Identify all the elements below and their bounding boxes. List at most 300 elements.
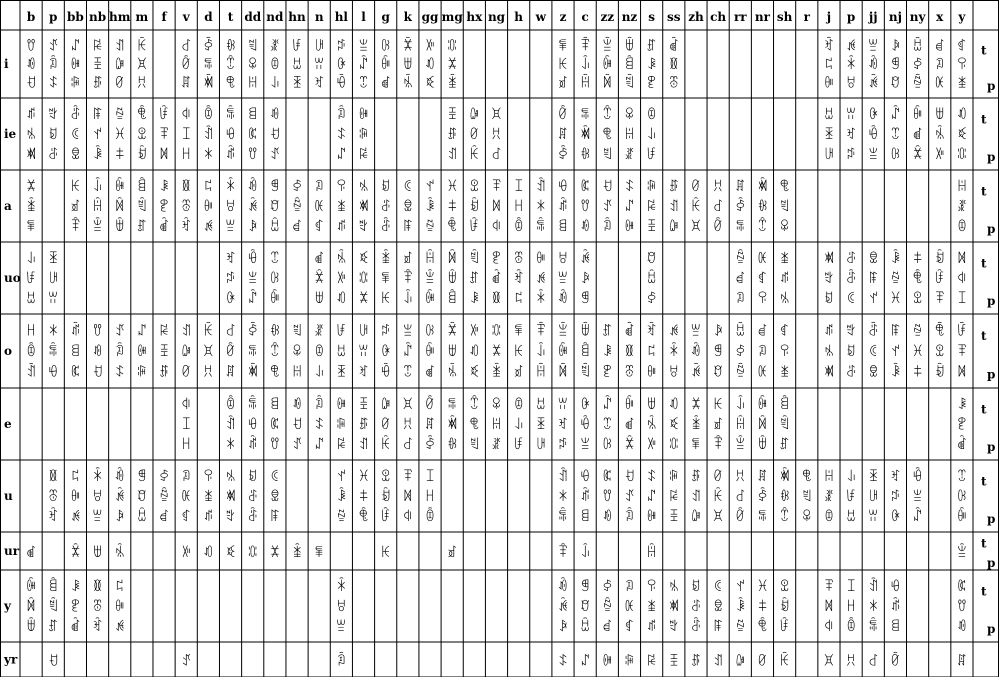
syllable-glyph: ꁯ xyxy=(336,39,347,55)
syllable-glyph: ꀢ xyxy=(114,345,125,360)
syllable-glyph: ꁓ xyxy=(690,654,702,670)
syllable-glyph: ꁐ xyxy=(735,490,746,505)
syllable-glyph: ꀛ xyxy=(557,108,569,123)
consonant-header: ch xyxy=(710,10,727,24)
syllable-glyph: ꀸ xyxy=(735,272,746,287)
syllable-glyph: ꁫ xyxy=(668,620,679,635)
syllable-glyph: ꁢ xyxy=(48,600,59,615)
syllable-glyph: ꀭ xyxy=(580,58,591,73)
syllable-glyph: ꀨ xyxy=(92,58,103,73)
syllable-glyph: ꁉ xyxy=(26,220,37,235)
syllable-glyph: ꁤ xyxy=(358,272,369,287)
syllable-glyph: ꁻ xyxy=(956,345,967,360)
syllable-glyph: ꀴ xyxy=(956,398,967,413)
syllable-glyph: ꀶ xyxy=(956,438,967,453)
syllable-glyph: ꀚ xyxy=(757,365,768,381)
syllable-glyph: ꁴ xyxy=(646,490,657,505)
syllable-glyph: ꀗ xyxy=(779,654,790,670)
syllable-glyph: ꀐ xyxy=(114,470,125,485)
syllable-glyph: ꀇ xyxy=(247,128,258,143)
syllable-glyph: ꁊ xyxy=(823,58,835,73)
syllable-glyph: ꀻ xyxy=(469,324,480,340)
syllable-glyph: ꁛ xyxy=(868,76,879,92)
syllable-glyph: ꁅ xyxy=(890,58,901,73)
syllable-glyph: ꁳ xyxy=(890,108,901,123)
syllable-glyph: ꁼ xyxy=(912,365,923,381)
syllable-glyph: ꁣ xyxy=(291,324,303,340)
syllable-glyph: ꀀ xyxy=(291,418,303,433)
syllable-glyph: ꀴ xyxy=(70,580,81,595)
syllable-glyph: ꀶ xyxy=(70,620,81,635)
consonant-header: h xyxy=(514,10,524,24)
syllable-glyph: ꀤ xyxy=(846,580,857,595)
syllable-glyph: ꁡ xyxy=(225,220,236,235)
syllable-glyph: ꀺ xyxy=(890,580,901,595)
syllable-glyph: ꀿ xyxy=(181,438,192,453)
syllable-glyph: ꁞ xyxy=(491,108,502,123)
syllable-glyph: ꁿ xyxy=(358,292,369,307)
syllable-glyph: ꀴ xyxy=(602,345,613,360)
syllable-glyph: ꁚ xyxy=(801,510,812,525)
syllable-glyph: ꀓ xyxy=(48,510,59,525)
tone-mark-t: t xyxy=(981,256,987,271)
syllable-glyph: ꀿ xyxy=(181,148,192,163)
syllable-glyph: ꀃ xyxy=(713,418,724,433)
syllable-glyph: ꁓ xyxy=(690,470,702,485)
syllable-glyph: ꁔ xyxy=(247,510,258,525)
syllable-glyph: ꀠ xyxy=(846,510,857,525)
syllable-glyph: ꀳ xyxy=(735,600,746,615)
vowel-row-label: ie xyxy=(4,127,17,141)
syllable-glyph: ꁧ xyxy=(779,365,790,381)
syllable-glyph: ꀜ xyxy=(713,470,724,485)
consonant-header: k xyxy=(403,10,413,24)
syllable-glyph: ꁈ xyxy=(402,324,413,340)
syllable-glyph: ꀻ xyxy=(181,546,192,561)
syllable-glyph: ꁟ xyxy=(203,76,214,92)
syllable-glyph: ꀩ xyxy=(757,220,768,235)
syllable-glyph: ꁝ xyxy=(912,345,923,360)
syllable-glyph: ꁅ xyxy=(136,470,147,485)
syllable-glyph: ꀐ xyxy=(868,58,879,73)
consonant-header: n xyxy=(314,10,324,24)
syllable-glyph: ꁫ xyxy=(48,108,59,123)
syllable-glyph: ꀥ xyxy=(225,546,236,561)
syllable-glyph: ꁽ xyxy=(380,398,391,413)
syllable-glyph: ꁳ xyxy=(912,510,923,525)
syllable-glyph: ꀂ xyxy=(48,128,59,143)
syllable-glyph: ꁨ xyxy=(624,365,635,381)
syllable-glyph: ꀹ xyxy=(912,470,923,485)
syllable-glyph: ꁘ xyxy=(203,148,214,163)
syllable-glyph: ꁏ xyxy=(358,108,369,123)
syllable-glyph: ꀊ xyxy=(181,324,192,340)
syllable-glyph: ꀾ xyxy=(469,180,480,195)
syllable-glyph: ꀇ xyxy=(956,580,967,595)
syllable-glyph: ꁰ xyxy=(934,128,945,143)
syllable-glyph: ꁜ xyxy=(535,272,546,287)
vowel-row-label: e xyxy=(4,417,12,431)
vowel-row-label: o xyxy=(4,344,13,358)
syllable-glyph: ꀚ xyxy=(934,76,945,92)
syllable-glyph: ꁎ xyxy=(424,292,436,307)
syllable-glyph: ꁗ xyxy=(846,58,857,73)
syllable-glyph: ꀨ xyxy=(646,220,657,235)
syllable-glyph: ꁡ xyxy=(690,324,702,340)
syllable-glyph: ꀢ xyxy=(602,220,613,235)
syllable-glyph: ꀝ xyxy=(380,39,391,55)
syllable-glyph: ꀽ xyxy=(823,76,835,92)
syllable-glyph: ꁨ xyxy=(48,490,59,505)
syllable-glyph: ꁬ xyxy=(823,490,835,505)
syllable-glyph: ꁶ xyxy=(624,654,635,670)
syllable-glyph: ꀝ xyxy=(956,490,967,505)
syllable-glyph: ꀸ xyxy=(291,220,303,235)
syllable-glyph: ꁭ xyxy=(247,438,258,453)
syllable-glyph: ꁱ xyxy=(668,580,679,595)
syllable-glyph: ꁃ xyxy=(535,220,546,235)
syllable-glyph: ꀪ xyxy=(269,252,280,267)
syllable-glyph: ꀰ xyxy=(158,108,170,123)
syllable-glyph: ꀍ xyxy=(491,418,502,433)
syllable-glyph: ꀵ xyxy=(779,438,790,453)
syllable-glyph: ꁡ xyxy=(336,620,347,635)
syllable-glyph: ꀯ xyxy=(402,180,413,195)
syllable-glyph: ꀞ xyxy=(225,200,236,215)
syllable-glyph: ꁰ xyxy=(402,76,413,92)
tone-mark-t: t xyxy=(981,402,987,417)
syllable-glyph: ꁖ xyxy=(868,365,879,381)
consonant-header: nj xyxy=(888,10,902,24)
syllable-glyph: ꀍ xyxy=(956,180,967,195)
syllable-glyph: ꁰ xyxy=(447,365,458,381)
syllable-glyph: ꀇ xyxy=(580,180,591,195)
syllable-glyph: ꁪ xyxy=(336,510,347,525)
syllable-glyph: ꀗ xyxy=(203,324,214,340)
syllable-glyph: ꀘ xyxy=(513,345,524,360)
syllable-glyph: ꀋ xyxy=(181,654,192,670)
syllable-glyph: ꁴ xyxy=(624,200,635,215)
syllable-glyph: ꀥ xyxy=(358,252,369,267)
syllable-glyph: ꀩ xyxy=(225,58,236,73)
syllable-glyph: ꁔ xyxy=(70,108,81,123)
syllable-glyph: ꀡ xyxy=(491,128,502,143)
syllable-glyph: ꀵ xyxy=(602,324,613,340)
syllable-glyph: ꀖ xyxy=(868,108,879,123)
syllable-glyph: ꀉ xyxy=(557,470,569,485)
syllable-glyph: ꀂ xyxy=(247,470,258,485)
syllable-glyph: ꀒ xyxy=(336,292,347,307)
syllable-glyph: ꁾ xyxy=(314,272,325,287)
syllable-glyph: ꁢ xyxy=(136,200,147,215)
syllable-glyph: ꁤ xyxy=(668,438,679,453)
tone-mark-p: p xyxy=(987,367,996,382)
syllable-glyph: ꁡ xyxy=(557,272,569,287)
consonant-header: y xyxy=(958,10,966,24)
syllable-glyph: ꀔ xyxy=(358,365,369,381)
consonant-header: j xyxy=(826,10,832,24)
syllable-glyph: ꀾ xyxy=(934,345,945,360)
syllable-glyph: ꁈ xyxy=(358,39,369,55)
syllable-glyph: ꀶ xyxy=(668,39,679,55)
syllable-glyph: ꁯ xyxy=(846,148,857,163)
syllable-glyph: ꁹ xyxy=(868,272,879,287)
syllable-glyph: ꁶ xyxy=(668,470,679,485)
syllable-glyph: ꁍ xyxy=(314,220,325,235)
syllable-glyph: ꀤ xyxy=(181,418,192,433)
syllable-glyph: ꀅ xyxy=(735,200,746,215)
syllable-glyph: ꁉ xyxy=(557,39,569,55)
syllable-glyph: ꁏ xyxy=(646,510,657,525)
syllable-glyph: ꁂ xyxy=(868,490,879,505)
syllable-glyph: ꁰ xyxy=(114,546,125,561)
syllable-glyph: ꁿ xyxy=(447,58,458,73)
syllable-glyph: ꁩ xyxy=(735,365,746,381)
syllable-glyph: ꁿ xyxy=(491,345,502,360)
consonant-header: dd xyxy=(244,10,262,24)
syllable-glyph: ꁗ xyxy=(336,580,347,595)
syllable-glyph: ꁔ xyxy=(380,220,391,235)
syllable-glyph: ꀉ xyxy=(26,365,37,381)
syllable-glyph: ꀋ xyxy=(291,438,303,453)
syllable-glyph: ꁲ xyxy=(956,654,967,670)
syllable-glyph: ꀋ xyxy=(624,490,635,505)
syllable-glyph: ꁠ xyxy=(823,252,835,267)
syllable-glyph: ꁓ xyxy=(447,128,458,143)
syllable-glyph: ꀒ xyxy=(203,546,214,561)
syllable-glyph: ꁤ xyxy=(447,39,458,55)
syllable-glyph: ꀑ xyxy=(291,398,303,413)
syllable-glyph: ꁯ xyxy=(380,324,391,340)
consonant-header: l xyxy=(361,10,366,24)
consonant-header: r xyxy=(803,10,810,24)
syllable-glyph: ꀇ xyxy=(70,365,81,381)
syllable-glyph: ꁩ xyxy=(602,600,613,615)
syllable-glyph: ꀨ xyxy=(358,398,369,413)
syllable-glyph: ꀵ xyxy=(469,272,480,287)
vowel-row-label: ur xyxy=(4,544,20,558)
syllable-glyph: ꀼ xyxy=(912,108,923,123)
syllable-glyph: ꀓ xyxy=(823,39,835,55)
syllable-glyph: ꀢ xyxy=(314,398,325,413)
syllable-glyph: ꁻ xyxy=(823,580,835,595)
syllable-glyph: ꀕ xyxy=(314,58,325,73)
syllable-glyph: ꁱ xyxy=(225,470,236,485)
syllable-glyph: ꀭ xyxy=(92,180,103,195)
syllable-glyph: ꁹ xyxy=(92,108,103,123)
syllable-glyph: ꁴ xyxy=(336,148,347,163)
syllable-glyph: ꁪ xyxy=(890,272,901,287)
syllable-glyph: ꁛ xyxy=(114,490,125,505)
syllable-glyph: ꁧ xyxy=(956,76,967,92)
syllable-glyph: ꀁ xyxy=(934,252,945,267)
syllable-glyph: ꁙ xyxy=(181,180,192,195)
syllable-glyph: ꀁ xyxy=(934,365,945,381)
syllable-glyph: ꁍ xyxy=(956,39,967,55)
syllable-glyph: ꀜ xyxy=(181,365,192,381)
syllable-glyph: ꁬ xyxy=(956,200,967,215)
syllable-glyph: ꀉ xyxy=(225,418,236,433)
syllable-glyph: ꀻ xyxy=(424,39,436,55)
syllable-glyph: ꀴ xyxy=(469,292,480,307)
syllable-glyph: ꀄ xyxy=(136,490,147,505)
syllable-glyph: ꁥ xyxy=(402,510,413,525)
syllable-glyph: ꁡ xyxy=(92,510,103,525)
syllable-glyph: ꁎ xyxy=(757,398,768,413)
syllable-glyph: ꁽ xyxy=(735,654,746,670)
syllable-glyph: ꁫ xyxy=(823,272,835,287)
syllable-glyph: ꁞ xyxy=(823,654,835,670)
syllable-glyph: ꁡ xyxy=(868,39,879,55)
syllable-glyph: ꁧ xyxy=(336,200,347,215)
syllable-glyph: ꁍ xyxy=(181,510,192,525)
syllable-glyph: ꁣ xyxy=(801,490,812,505)
syllable-glyph: ꁶ xyxy=(646,180,657,195)
syllable-glyph: ꀎ xyxy=(247,148,258,163)
syllable-glyph: ꀧ xyxy=(823,510,835,525)
syllable-glyph: ꁾ xyxy=(402,39,413,55)
syllable-glyph: ꀻ xyxy=(646,438,657,453)
syllable-glyph: ꁽ xyxy=(690,510,702,525)
syllable-glyph: ꀡ xyxy=(136,76,147,92)
syllable-glyph: ꁋ xyxy=(48,580,59,595)
syllable-glyph: ꀧ xyxy=(646,108,657,123)
syllable-glyph: ꁉ xyxy=(314,546,325,561)
syllable-glyph: ꁆ xyxy=(447,438,458,453)
syllable-glyph: ꀺ xyxy=(580,470,591,485)
syllable-glyph: ꁪ xyxy=(735,620,746,635)
syllable-glyph: ꁞ xyxy=(136,58,147,73)
syllable-glyph: ꀆ xyxy=(646,292,657,307)
syllable-glyph: ꁥ xyxy=(823,620,835,635)
syllable-glyph: ꁵ xyxy=(314,418,325,433)
syllable-glyph: ꁝ xyxy=(890,292,901,307)
syllable-glyph: ꀉ xyxy=(535,180,546,195)
syllable-glyph: ꀣ xyxy=(624,580,635,595)
syllable-glyph: ꀨ xyxy=(668,654,679,670)
syllable-glyph: ꀡ xyxy=(402,418,413,433)
syllable-glyph: ꀗ xyxy=(690,200,702,215)
consonant-header: gg xyxy=(421,10,439,24)
syllable-glyph: ꀜ xyxy=(690,180,702,195)
syllable-glyph: ꁿ xyxy=(690,398,702,413)
syllable-glyph: ꁹ xyxy=(890,324,901,340)
consonant-header: zz xyxy=(600,10,615,24)
syllable-glyph: ꁑ xyxy=(26,600,37,615)
syllable-glyph: ꁼ xyxy=(757,600,768,615)
syllable-glyph: ꀃ xyxy=(557,76,569,92)
syllable-glyph: ꁺ xyxy=(70,220,81,235)
syllable-glyph: ꁩ xyxy=(912,76,923,92)
syllable-glyph: ꁐ xyxy=(402,438,413,453)
syllable-glyph: ꁵ xyxy=(557,654,569,670)
syllable-glyph: ꁼ xyxy=(447,200,458,215)
syllable-glyph: ꀺ xyxy=(557,180,569,195)
syllable-glyph: ꁖ xyxy=(269,490,280,505)
syllable-glyph: ꁌ xyxy=(580,510,591,525)
syllable-glyph: ꁭ xyxy=(225,148,236,163)
syllable-glyph: ꀟ xyxy=(580,620,591,635)
syllable-glyph: ꀵ xyxy=(136,220,147,235)
syllable-glyph: ꁦ xyxy=(380,252,391,267)
syllable-glyph: ꀦ xyxy=(424,510,436,525)
syllable-glyph: ꀉ xyxy=(203,128,214,143)
vowel-row-label: i xyxy=(4,57,9,71)
syllable-glyph: ꁽ xyxy=(114,58,125,73)
syllable-glyph: ꀆ xyxy=(912,58,923,73)
syllable-glyph: ꀪ xyxy=(890,128,901,143)
syllable-glyph: ꀓ xyxy=(513,272,524,287)
syllable-glyph: ꁆ xyxy=(269,324,280,340)
syllable-glyph: ꀵ xyxy=(646,39,657,55)
syllable-glyph: ꁾ xyxy=(624,438,635,453)
syllable-glyph: ꀷ xyxy=(314,252,325,267)
syllable-glyph: ꁋ xyxy=(779,398,790,413)
syllable-glyph: ꁎ xyxy=(602,58,613,73)
syllable-glyph: ꁂ xyxy=(358,324,369,340)
syllable-glyph: ꁟ xyxy=(447,418,458,433)
syllable-glyph: ꁂ xyxy=(314,39,325,55)
syllable-glyph: ꀷ xyxy=(380,76,391,92)
syllable-glyph: ꁺ xyxy=(557,546,569,561)
syllable-glyph: ꁊ xyxy=(114,580,125,595)
syllable-glyph: ꀐ xyxy=(557,292,569,307)
syllable-glyph: ꀁ xyxy=(469,200,480,215)
syllable-glyph: ꀌ xyxy=(424,252,436,267)
syllable-glyph: ꀣ xyxy=(181,470,192,485)
syllable-glyph: ꀑ xyxy=(269,108,280,123)
syllable-glyph: ꁴ xyxy=(70,39,81,55)
syllable-glyph: ꀯ xyxy=(269,470,280,485)
syllable-glyph: ꀂ xyxy=(690,580,702,595)
syllable-glyph: ꀪ xyxy=(956,470,967,485)
syllable-glyph: ꀓ xyxy=(646,324,657,340)
syllable-glyph: ꀒ xyxy=(956,108,967,123)
syllable-glyph: ꀲ xyxy=(114,510,125,525)
syllable-glyph: ꀬ xyxy=(203,470,214,485)
syllable-glyph: ꁫ xyxy=(846,324,857,340)
syllable-glyph: ꁃ xyxy=(868,620,879,635)
tone-mark-p: p xyxy=(987,78,996,93)
syllable-glyph: ꁲ xyxy=(225,365,236,381)
syllable-glyph: ꀈ xyxy=(424,180,436,195)
syllable-glyph: ꀂ xyxy=(380,180,391,195)
syllable-glyph: ꀾ xyxy=(380,470,391,485)
syllable-glyph: ꁂ xyxy=(535,438,546,453)
consonant-header: t xyxy=(227,10,234,24)
syllable-glyph: ꁌ xyxy=(557,220,569,235)
syllable-glyph: ꁁ xyxy=(934,108,945,123)
syllable-glyph: ꀩ xyxy=(779,510,790,525)
syllable-glyph: ꁉ xyxy=(513,324,524,340)
syllable-glyph: ꀀ xyxy=(602,180,613,195)
consonant-header: ny xyxy=(909,10,926,24)
syllable-glyph: ꁊ xyxy=(203,180,214,195)
syllable-glyph: ꁲ xyxy=(757,470,768,485)
syllable-glyph: ꁲ xyxy=(181,76,192,92)
vowel-row-label: y xyxy=(4,599,11,613)
syllable-glyph: ꀍ xyxy=(823,470,835,485)
tone-mark-p: p xyxy=(987,222,996,237)
syllable-glyph: ꀞ xyxy=(846,76,857,92)
tone-mark-t: t xyxy=(981,474,987,489)
syllable-glyph: ꀻ xyxy=(336,272,347,287)
syllable-glyph: ꀧ xyxy=(956,220,967,235)
syllable-glyph: ꁾ xyxy=(912,148,923,163)
syllable-glyph: ꀱ xyxy=(646,148,657,163)
syllable-glyph: ꀛ xyxy=(890,654,901,670)
syllable-glyph: ꁀ xyxy=(580,324,591,340)
